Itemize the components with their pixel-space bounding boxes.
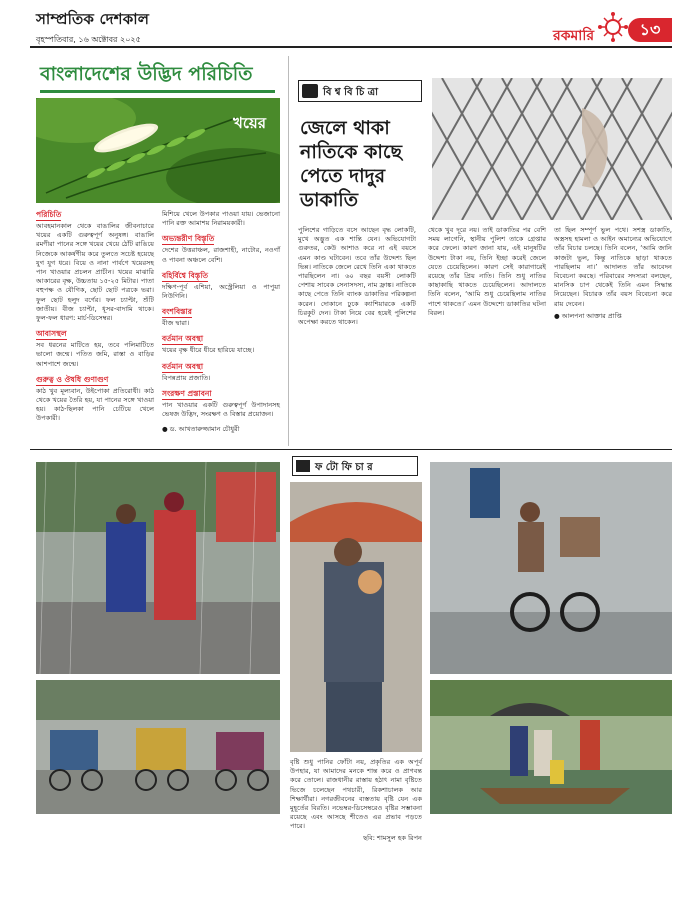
uses-text: কাঠ খুব মূল্যবান, উইপোকা প্রতিরোধী। কাঠ থেকে খয়ের তৈরি হয়, যা পানের সঙ্গে খাওয়া হয়। কাঠ-ছিলকা পানি চেটিয়ে খেলে উপকারী। xyxy=(36,386,154,423)
header-rule xyxy=(30,46,672,48)
newspaper-name: সাম্প্রতিক দেশকাল xyxy=(36,10,150,28)
status-heading: বর্তমান অবস্থা xyxy=(162,334,204,344)
photo-icon xyxy=(296,460,310,472)
plant-author: ● ড. আখতারুজ্জামান চৌধুরী xyxy=(162,425,240,434)
propagation-text: বীজ দ্বারা। xyxy=(162,319,190,328)
globe-icon xyxy=(302,84,318,98)
story-section-label: বি শ্ব বি চি ত্রা xyxy=(323,87,378,98)
plant-column-1 xyxy=(36,210,154,430)
photo-feature-caption-block xyxy=(290,758,422,843)
story-column-2: থেকে খুব দূরে নয়। তাই ডাকাতির পর বেশি সময় লাগেনি, স্থানীয় পুলিশ তাকে গ্রেপ্তার করে ফেলে। কারণ জানা যায়, এই মানুষটির উদ্দেশ্য টাকা নয়, তিনি ইচ্ছা করেই জেলে যেতে চেয়েছিলেন। কারণ সেই কারাগারেই রয়েছে তাঁর প্রিয় নাতি। তিনি শুধু নাতির কাছাকাছি থাকতে চেয়েছিলেন। আদালতে তিনি বলেন, ‘আমি শুধু চেয়েছিলাম নাতির পাশে থাকতে।’ এমন উদ্দেশ্যে ডাকাতির ঘটনা বিরল। xyxy=(428,226,546,317)
habitat-heading: আবাসস্থল xyxy=(36,329,67,339)
uses-heading: গুরুত্ব ও ঔষধি গুণাগুণ xyxy=(36,374,109,384)
intro-text: আবহমানকাল থেকে বাঙালির জীবনাচারে খয়ের একটি গুরুত্বপূর্ণ অনুষঙ্গ। বাঙালি রমণীরা পানের সঙ্গে খয়ের খেয়ে ঠোঁট রাঙিয়ে নিজেকে আকর্ষণীয় করে তুলতে সচেষ্ট হয়েছে যুগ যুগ ধরে। বিয়ে ও নানা পার্বণে খয়েরসহ পান খাওয়ার প্রচলন প্রাচীন। খয়ের মাঝারি আকারের বৃক্ষ, উচ্চতায় ১৫-২৫ মিটার। পাতা বহুপক্ষ ও যৌগিক, ছোট ছোট পত্রকে ভরা। ফুল ছোট হলুদ বর্ণের। ফল চ্যাপ্টা, শুঁটি জাতীয়। বীজ চ্যাপ্টা, ধূসর-বাদামি থাকে। ফুল-ফল ধারণ: মার্চ-ডিসেম্বর। xyxy=(36,222,154,323)
plant-section-title: বাংলাদেশের উদ্ভিদ পরিচিতি xyxy=(40,63,253,85)
story-headline: জেলে থাকা নাতিকে কাছে পেতে দাদুর ডাকাতি xyxy=(300,117,403,211)
photo-feature-header xyxy=(292,456,418,476)
issue-date: বৃহস্পতিবার, ১৬ অক্টোবর ২০২৫ xyxy=(36,35,141,44)
plant-photo xyxy=(36,98,280,203)
story-column-3 xyxy=(554,226,672,321)
status-text: খয়ের বৃক্ষ ধীরে ধীরে হারিয়ে যাচ্ছে। xyxy=(162,346,255,355)
section-name: রকমারি xyxy=(553,28,595,44)
story-author: ● আলপনা আক্তার প্রাপ্তি xyxy=(554,311,622,320)
country-text: দেশের উত্তরাঞ্চল, রাজশাহী, নাটোর, নওগাঁ ও পাবনা অঞ্চলে বেশি। xyxy=(162,246,280,264)
story-section-header xyxy=(298,80,422,102)
habitat-text: সব ধরনের মাটিতে হয়, তবে পলিমাটিতে ভালো জন্মে। পতিত জমি, রাস্তা ও বাড়ির আশপাশে জন্মে। xyxy=(36,341,154,368)
photo-credit: ছবি: শামসুল হক রিপন xyxy=(363,833,422,842)
plant-column-2 xyxy=(162,210,280,434)
plant-name-label: খয়ের xyxy=(233,114,266,132)
country-heading: অভ্যন্তরীণ বিস্তৃতি xyxy=(162,234,215,244)
propagation-heading: বংশবিস্তার xyxy=(162,307,192,317)
conservation-heading: সংরক্ষণ প্রস্তাবনা xyxy=(162,388,212,398)
virus-icon xyxy=(598,12,628,42)
threat-heading: বর্তমান অবস্থা xyxy=(162,361,204,371)
col2-text: মিশিয়ে খেলে উপকার পাওয়া যায়। ভেজানো পানি রক্ত আমাশয় নিরাময়কারী। xyxy=(162,210,280,228)
column-divider xyxy=(288,56,289,446)
photo-caption: বৃষ্টি শুধু পানির ফোঁটা নয়, প্রকৃতির এক অপূর্ব উপহার, যা আমাদের মনকে শান্ত করে ও প্রাণবন্ত করে তোলে। রাজধানীর রাস্তায় হঠাৎ নামা বৃষ্টিতে ভিজে চলেছেন পথচারী, রিকশাচালক আর শিক্ষার্থীরা। নগরজীবনের ব্যস্ততায় বৃষ্টি যেন এক মুহূর্তের বিরতি। নভেম্বর-ডিসেম্বরেও বৃষ্টির সম্ভাবনা রয়েছে এবং আসছে শীতেও এর প্রভাব পড়তে পারে। xyxy=(290,758,422,831)
threat-text: বিপন্নপ্রায় প্রজাতি। xyxy=(162,373,211,382)
section-divider xyxy=(30,449,672,450)
world-heading: বহির্বিশ্বে বিস্তৃতি xyxy=(162,270,208,280)
photo-boat-umbrella xyxy=(430,680,672,814)
title-underline xyxy=(40,90,275,93)
photo-father-child-umbrella xyxy=(290,482,422,752)
story-column-3-text: তা ছিল সম্পূর্ণ ভুল পথে। সশস্ত্র ডাকাতি, অস্ত্রসহ হামলা ও আইন অমান্যের অভিযোগে তাঁর বিচার চলছে। তিনি বলেন, ‘আমি জানি কাজটা ভুল, কিন্তু নাতিকে ছাড়া থাকতে পারছিলাম না।’ আদালত তাঁর আবেদন বিবেচনা করছে। পরিবারের সদস্যরা বলছেন, মানসিক চাপ থেকেই তিনি এমন সিদ্ধান্ত নিয়েছেন। বিচারক তাঁর বয়স বিবেচনা করে রায় দেবেন। xyxy=(554,226,672,308)
world-text: দক্ষিণ-পূর্ব এশিয়া, অস্ট্রেলিয়া ও পাপুয়া নিউগিনি। xyxy=(162,282,280,301)
photo-cart-puller-rain xyxy=(430,462,672,674)
photo-schoolgirl-rain xyxy=(36,462,280,674)
conservation-text: পান খাওয়ার একটি গুরুত্বপূর্ণ উপাদানসহ ভেষজ উদ্ভিদ, সংরক্ষণ ও বিস্তার প্রয়োজন। xyxy=(162,400,280,419)
masthead xyxy=(36,8,149,47)
page-number: ১৩ xyxy=(628,18,672,42)
photo-feature-label: ফ টো ফি চা র xyxy=(315,462,373,473)
intro-heading: পরিচিতি xyxy=(36,210,62,219)
fence-photo xyxy=(432,78,672,220)
photo-rickshaws-rain xyxy=(36,680,280,814)
story-column-1: পুলিশের গাড়িতে বসে আছেন বৃদ্ধ লোকটি, মুখে অদ্ভুত এক শান্তি যেন। অভিযোগটা গুরুতর, কেউ আশাও করে না এই বয়সে এমন কাণ্ড ঘটাবেন। তবে তাঁর উদ্দেশ্য ছিল ভিন্ন। নাতিকে জেলে রেখে তিনি একা থাকতে পারছিলেন না। ৬০ বছর বয়সী লোকটি পেশায় সাবেক সেনাসদস্য, নাম ফ্রাঙ্ক। নাতিকে কাছে পেতে তিনি ব্যাংক ডাকাতির পরিকল্পনা করেন। দোকানে ঢুকে ক্যাশিয়ারকে একটি চিরকুট দেন। টাকা নিয়ে বের হয়েই পুলিশের অপেক্ষা করতে থাকেন। xyxy=(298,226,416,327)
